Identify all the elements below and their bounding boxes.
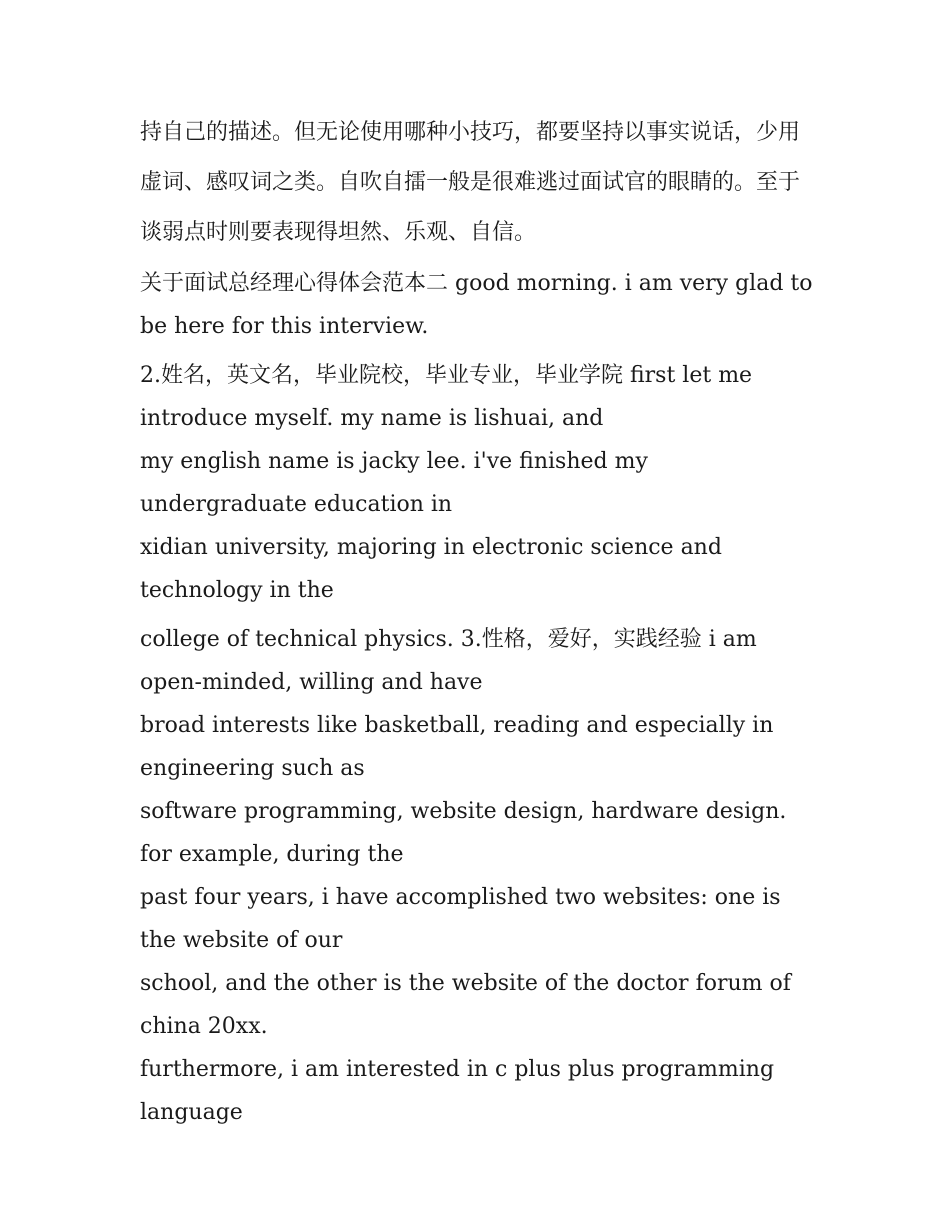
- paragraph-2: 关于面试总经理心得体会范本二 good morning. i am very glad to be here for this interview.: [140, 271, 813, 339]
- paragraph-11: furthermore, i am interested in c plus plus programming language: [140, 1057, 775, 1125]
- paragraph-6: college of technical physics. 3.性格，爱好，实践经验 i am open-minded, willing and have: [140, 627, 757, 695]
- paragraph-8: software programming, website design, hardware design. for example, during the: [140, 799, 787, 867]
- paragraph-9: past four years, i have accomplished two websites: one is the website of our: [140, 885, 781, 953]
- paragraph-4: my english name is jacky lee. i've finished my undergraduate education in: [140, 449, 648, 517]
- paragraph-3: 2.姓名，英文名，毕业院校，毕业专业，毕业学院 first let me introduce myself. my name is lishuai, and: [140, 363, 753, 431]
- paragraph-10: school, and the other is the website of the doctor forum of china 20xx.: [140, 971, 791, 1039]
- document-page: [140, 108, 820, 1134]
- paragraph-5: xidian university, majoring in electronic science and technology in the: [140, 535, 722, 603]
- paragraph-1: 持自己的描述。但无论使用哪种小技巧，都要坚持以事实说话，少用虚词、感叹词之类。自吹自擂一般是很难逃过面试官的眼睛的。至于谈弱点时则要表现得坦然、乐观、自信。: [140, 120, 801, 245]
- paragraph-7: broad interests like basketball, reading and especially in engineering such as: [140, 713, 774, 781]
